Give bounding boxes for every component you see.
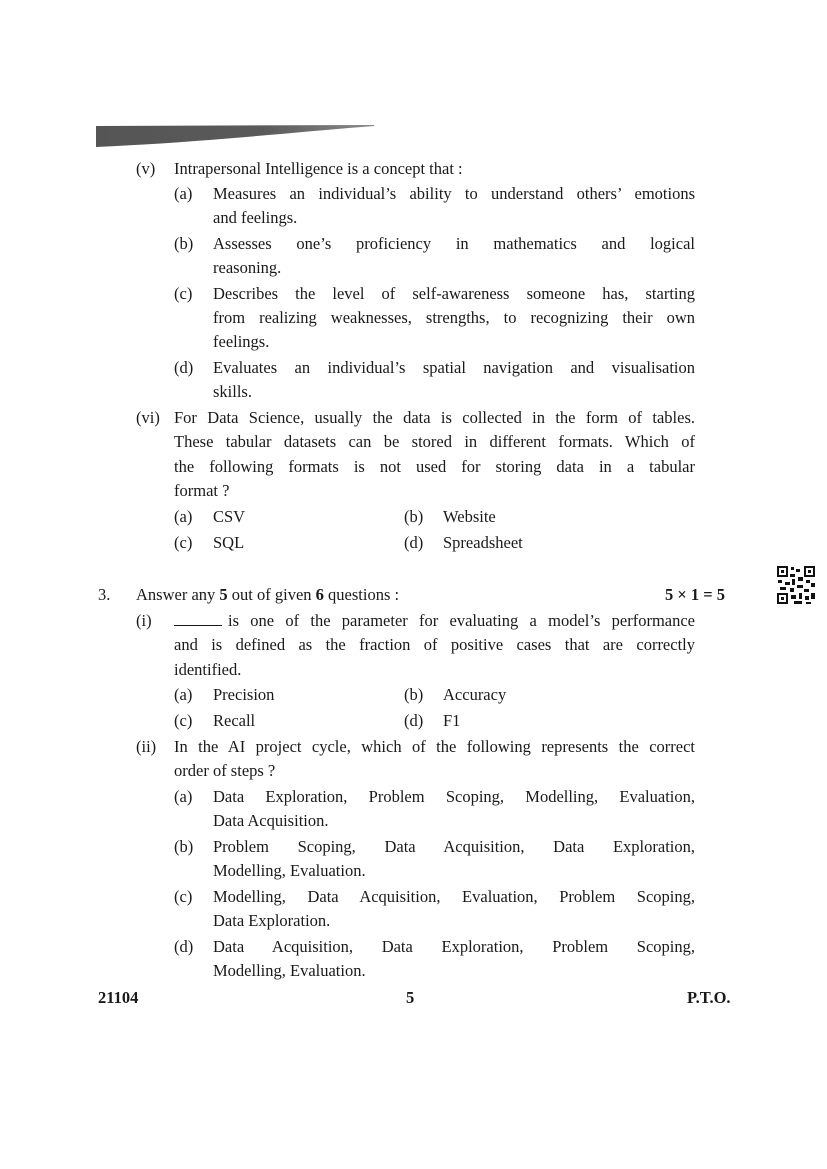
option-label: (a) bbox=[174, 507, 193, 526]
question-stem: order of steps ? bbox=[174, 761, 276, 780]
option-text: SQL bbox=[213, 533, 245, 552]
option-label: (c) bbox=[174, 887, 193, 906]
question-stem: is one of the parameter for evaluating a model’s performance bbox=[228, 611, 695, 630]
option-text: from realizing weaknesses, strengths, to recognizing their own bbox=[213, 308, 695, 327]
question-stem: and is defined as the fraction of positive cases that are correctly bbox=[174, 635, 695, 654]
question-stem-line bbox=[174, 608, 695, 633]
header-band bbox=[96, 124, 376, 148]
question-stem: the following formats is not used for storing data in a tabular bbox=[174, 457, 695, 476]
option-text: reasoning. bbox=[213, 258, 282, 277]
pto-note: P.T.O. bbox=[687, 988, 731, 1007]
question-instruction: Answer any 5 out of given 6 questions : bbox=[136, 585, 400, 604]
option-text: Data Exploration, Problem Scoping, Modelling, Evaluation, bbox=[213, 787, 695, 806]
option-text: Assesses one’s proficiency in mathematics and logical bbox=[213, 234, 695, 253]
option-text: Modelling, Evaluation. bbox=[213, 861, 366, 880]
question-number: 3. bbox=[98, 585, 111, 604]
fill-in-blank bbox=[174, 613, 222, 626]
option-text: Accuracy bbox=[443, 685, 507, 704]
option-text: and feelings. bbox=[213, 208, 298, 227]
option-text: Precision bbox=[213, 685, 275, 704]
question-stem: In the AI project cycle, which of the following represents the correct bbox=[174, 737, 695, 756]
option-label: (b) bbox=[404, 685, 424, 704]
qr-code bbox=[776, 565, 816, 605]
option-text: Measures an individual’s ability to understand others’ emotions bbox=[213, 184, 695, 203]
option-label: (d) bbox=[174, 937, 194, 956]
option-label: (d) bbox=[404, 711, 424, 730]
question-stem: identified. bbox=[174, 660, 242, 679]
page-number: 5 bbox=[406, 988, 415, 1007]
option-label: (c) bbox=[174, 284, 193, 303]
option-label: (b) bbox=[174, 837, 194, 856]
option-text: Data Acquisition. bbox=[213, 811, 329, 830]
question-stem: These tabular datasets can be stored in different formats. Which of bbox=[174, 432, 695, 451]
option-text: Data Acquisition, Data Exploration, Problem Scoping, bbox=[213, 937, 695, 956]
option-label: (b) bbox=[174, 234, 194, 253]
option-label: (a) bbox=[174, 184, 193, 203]
option-text: feelings. bbox=[213, 332, 270, 351]
option-label: (b) bbox=[404, 507, 424, 526]
option-text: Problem Scoping, Data Acquisition, Data Exploration, bbox=[213, 837, 695, 856]
question-stem: Intrapersonal Intelligence is a concept that : bbox=[174, 159, 463, 178]
option-label: (a) bbox=[174, 787, 193, 806]
question-number: (ii) bbox=[136, 737, 157, 756]
option-text: CSV bbox=[213, 507, 246, 526]
option-label: (c) bbox=[174, 533, 193, 552]
option-label: (c) bbox=[174, 711, 193, 730]
option-text: Data Exploration. bbox=[213, 911, 331, 930]
question-number: (v) bbox=[136, 159, 156, 178]
option-text: Modelling, Evaluation. bbox=[213, 961, 366, 980]
option-label: (d) bbox=[404, 533, 424, 552]
option-label: (d) bbox=[174, 358, 194, 377]
paper-code: 21104 bbox=[98, 988, 139, 1007]
option-text: Spreadsheet bbox=[443, 533, 523, 552]
option-text: Recall bbox=[213, 711, 256, 730]
option-label: (a) bbox=[174, 685, 193, 704]
option-text: skills. bbox=[213, 382, 252, 401]
question-stem: For Data Science, usually the data is collected in the form of tables. bbox=[174, 408, 695, 427]
option-text: Describes the level of self-awareness someone has, starting bbox=[213, 284, 695, 303]
question-stem: format ? bbox=[174, 481, 230, 500]
option-text: Website bbox=[443, 507, 496, 526]
option-text: Evaluates an individual’s spatial navigation and visualisation bbox=[213, 358, 695, 377]
option-text: Modelling, Data Acquisition, Evaluation, Problem Scoping, bbox=[213, 887, 695, 906]
option-text: F1 bbox=[443, 711, 461, 730]
marks-allocation: 5 × 1 = 5 bbox=[665, 585, 726, 604]
question-number: (i) bbox=[136, 611, 152, 630]
question-number: (vi) bbox=[136, 408, 160, 427]
